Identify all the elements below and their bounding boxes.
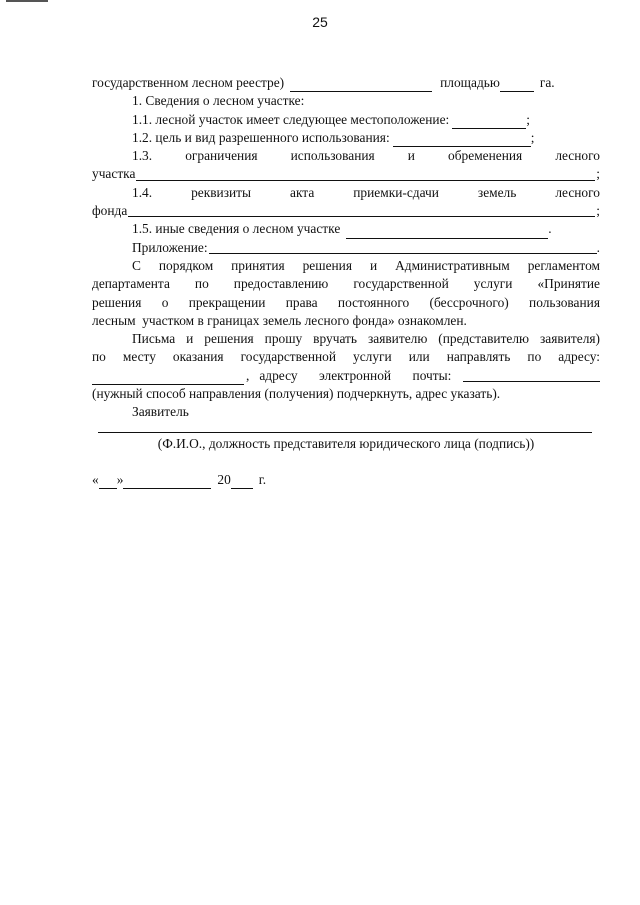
section-title: 1. Сведения о лесном участке: <box>132 93 305 109</box>
area-unit: га. <box>539 75 555 90</box>
item-other-info: 1.5. иные сведения о лесном участке . <box>92 220 600 238</box>
month-blank[interactable] <box>123 475 211 489</box>
other-info-blank[interactable] <box>346 225 548 239</box>
item-restrictions: 1.3. ограничения использования и обременения лесного <box>132 148 600 164</box>
area-label: площадью <box>440 75 500 90</box>
item-acceptance-act-cont: фонда ; <box>92 203 600 219</box>
email-blank[interactable] <box>463 381 600 382</box>
item-purpose: 1.2. цель и вид разрешенного использования: ; <box>92 129 600 147</box>
purpose-blank[interactable] <box>393 133 531 147</box>
form-body <box>92 74 600 489</box>
item-restrictions-cont: участка ; <box>92 166 600 182</box>
area-blank[interactable] <box>500 78 534 92</box>
applicant-label: Заявитель <box>132 404 189 420</box>
year-blank[interactable] <box>231 475 253 489</box>
familiarization-line-2: департамента по предоставлению государственной услуги «Принятие <box>92 276 600 292</box>
registry-text: государственном лесном реестре) <box>92 75 285 90</box>
date-line: « » 20 г. <box>92 471 600 489</box>
appendix-blank[interactable] <box>209 253 597 254</box>
familiarization-line-1: С порядком принятия решения и Административным регламентом <box>132 257 600 273</box>
scan-corner-mark <box>6 0 48 2</box>
delivery-address-line: , адресу электронной почты: <box>92 367 600 385</box>
familiarization-line-3: решения о прекращении права постоянного (бессрочного) пользования <box>92 294 600 310</box>
delivery-line-1: Письма и решения прошу вручать заявителю (представителю заявителя) <box>132 331 600 347</box>
appendix-line: Приложение: . <box>132 239 600 255</box>
postal-address-blank[interactable] <box>92 371 244 385</box>
delivery-line-2: по месту оказания государственной услуги или направлять по адресу: <box>92 349 600 365</box>
registry-blank[interactable] <box>290 78 432 92</box>
day-blank[interactable] <box>99 475 117 489</box>
registry-area-line <box>92 74 600 92</box>
item-location: 1.1. лесной участок имеет следующее местоположение: ; <box>92 111 600 129</box>
applicant-caption: (Ф.И.О., должность представителя юридического лица (подпись)) <box>157 435 535 451</box>
location-blank[interactable] <box>452 115 526 129</box>
familiarization-line-4: лесным участком в границах земель лесного фонда» ознакомлен. <box>92 312 467 328</box>
item-acceptance-act: 1.4. реквизиты акта приемки-сдачи земель лесного <box>132 184 600 200</box>
email-label: адресу электронной почты: <box>259 367 452 383</box>
applicant-signature-line[interactable] <box>98 422 592 433</box>
delivery-note: (нужный способ направления (получения) подчеркнуть, адрес указать). <box>92 386 501 402</box>
restrictions-blank[interactable] <box>136 180 595 181</box>
acceptance-act-blank[interactable] <box>128 216 595 217</box>
page-number: 25 <box>312 14 328 30</box>
